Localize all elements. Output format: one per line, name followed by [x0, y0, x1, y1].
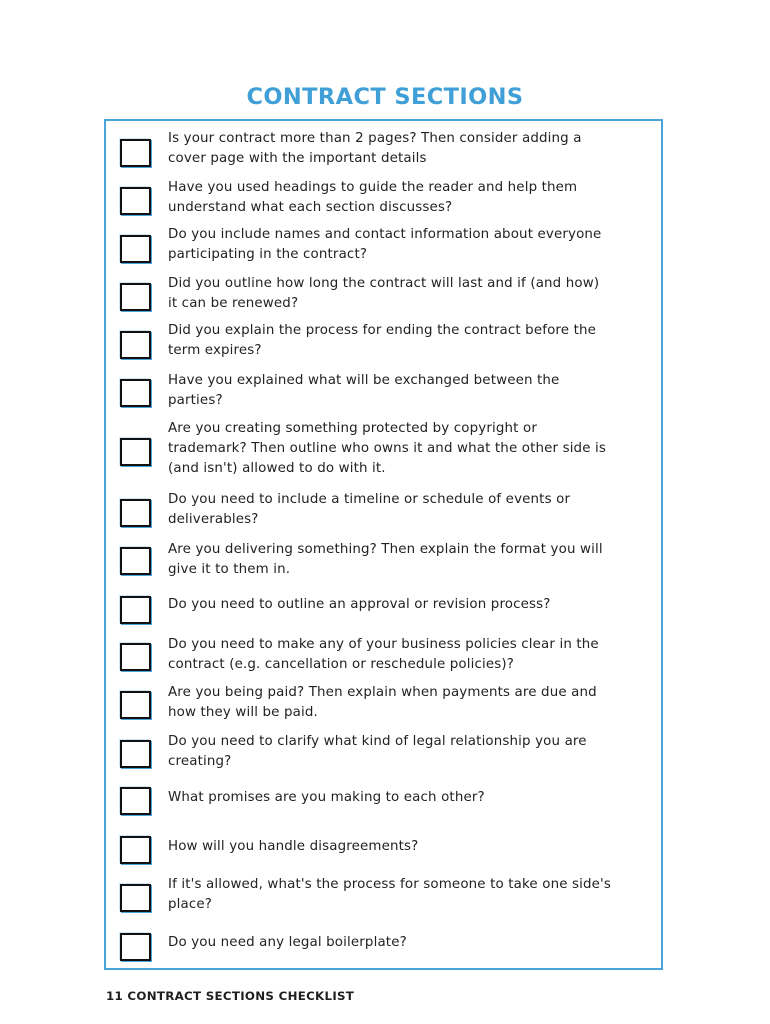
checklist-item-text: Did you explain the process for ending the contract before the term expires?	[168, 323, 596, 358]
checklist	[104, 119, 663, 970]
checkbox[interactable]	[120, 643, 151, 671]
checklist-item-text: If it's allowed, what's the process for someone to take one side's place?	[168, 877, 611, 912]
checklist-item-text: Are you creating something protected by copyright or trademark? Then outline who owns it and what the other side is (and isn't) allowed to do with it.	[168, 421, 607, 476]
checkbox[interactable]	[120, 499, 151, 527]
checkbox[interactable]	[120, 187, 151, 215]
checkbox[interactable]	[120, 235, 151, 263]
checkbox[interactable]	[120, 787, 151, 815]
checkbox[interactable]	[120, 740, 151, 768]
checklist-item-text: How will you handle disagreements?	[168, 839, 419, 854]
checklist-item-text: Do you need any legal boilerplate?	[168, 935, 407, 950]
checklist-item-text: Have you explained what will be exchanged between the parties?	[168, 373, 560, 408]
checklist-item-text: Have you used headings to guide the reader and help them understand what each section discusses?	[168, 180, 578, 215]
checkbox[interactable]	[120, 283, 151, 311]
page-title: CONTRACT SECTIONS	[246, 84, 524, 110]
checklist-item-text: Do you include names and contact information about everyone participating in the contract?	[168, 227, 602, 262]
checkbox[interactable]	[120, 933, 151, 961]
checkbox[interactable]	[120, 438, 151, 466]
checklist-item-text: Do you need to clarify what kind of legal relationship you are creating?	[168, 734, 587, 769]
checkbox[interactable]	[120, 379, 151, 407]
checklist-item-text: Is your contract more than 2 pages? Then consider adding a cover page with the important details	[168, 131, 582, 166]
checklist-item-text: Are you delivering something? Then explain the format you will give it to them in.	[168, 542, 603, 577]
checkbox[interactable]	[120, 836, 151, 864]
checklist-item-text: Did you outline how long the contract will last and if (and how) it can be renewed?	[168, 276, 600, 311]
checkbox[interactable]	[120, 547, 151, 575]
checklist-item-text: Do you need to make any of your business policies clear in the contract (e.g. cancellation or reschedule policies)?	[168, 637, 599, 672]
checklist-item-text: What promises are you making to each other?	[168, 790, 485, 805]
page-footer: 11 CONTRACT SECTIONS CHECKLIST	[106, 989, 355, 1003]
checklist-item-text: Do you need to outline an approval or revision process?	[168, 597, 551, 612]
checklist-item-text: Are you being paid? Then explain when payments are due and how they will be paid.	[168, 685, 597, 720]
checkbox[interactable]	[120, 884, 151, 912]
checkbox[interactable]	[120, 691, 151, 719]
checkbox[interactable]	[120, 596, 151, 624]
checklist-item-text: Do you need to include a timeline or schedule of events or deliverables?	[168, 492, 571, 527]
checkbox[interactable]	[120, 331, 151, 359]
checkbox[interactable]	[120, 139, 151, 167]
